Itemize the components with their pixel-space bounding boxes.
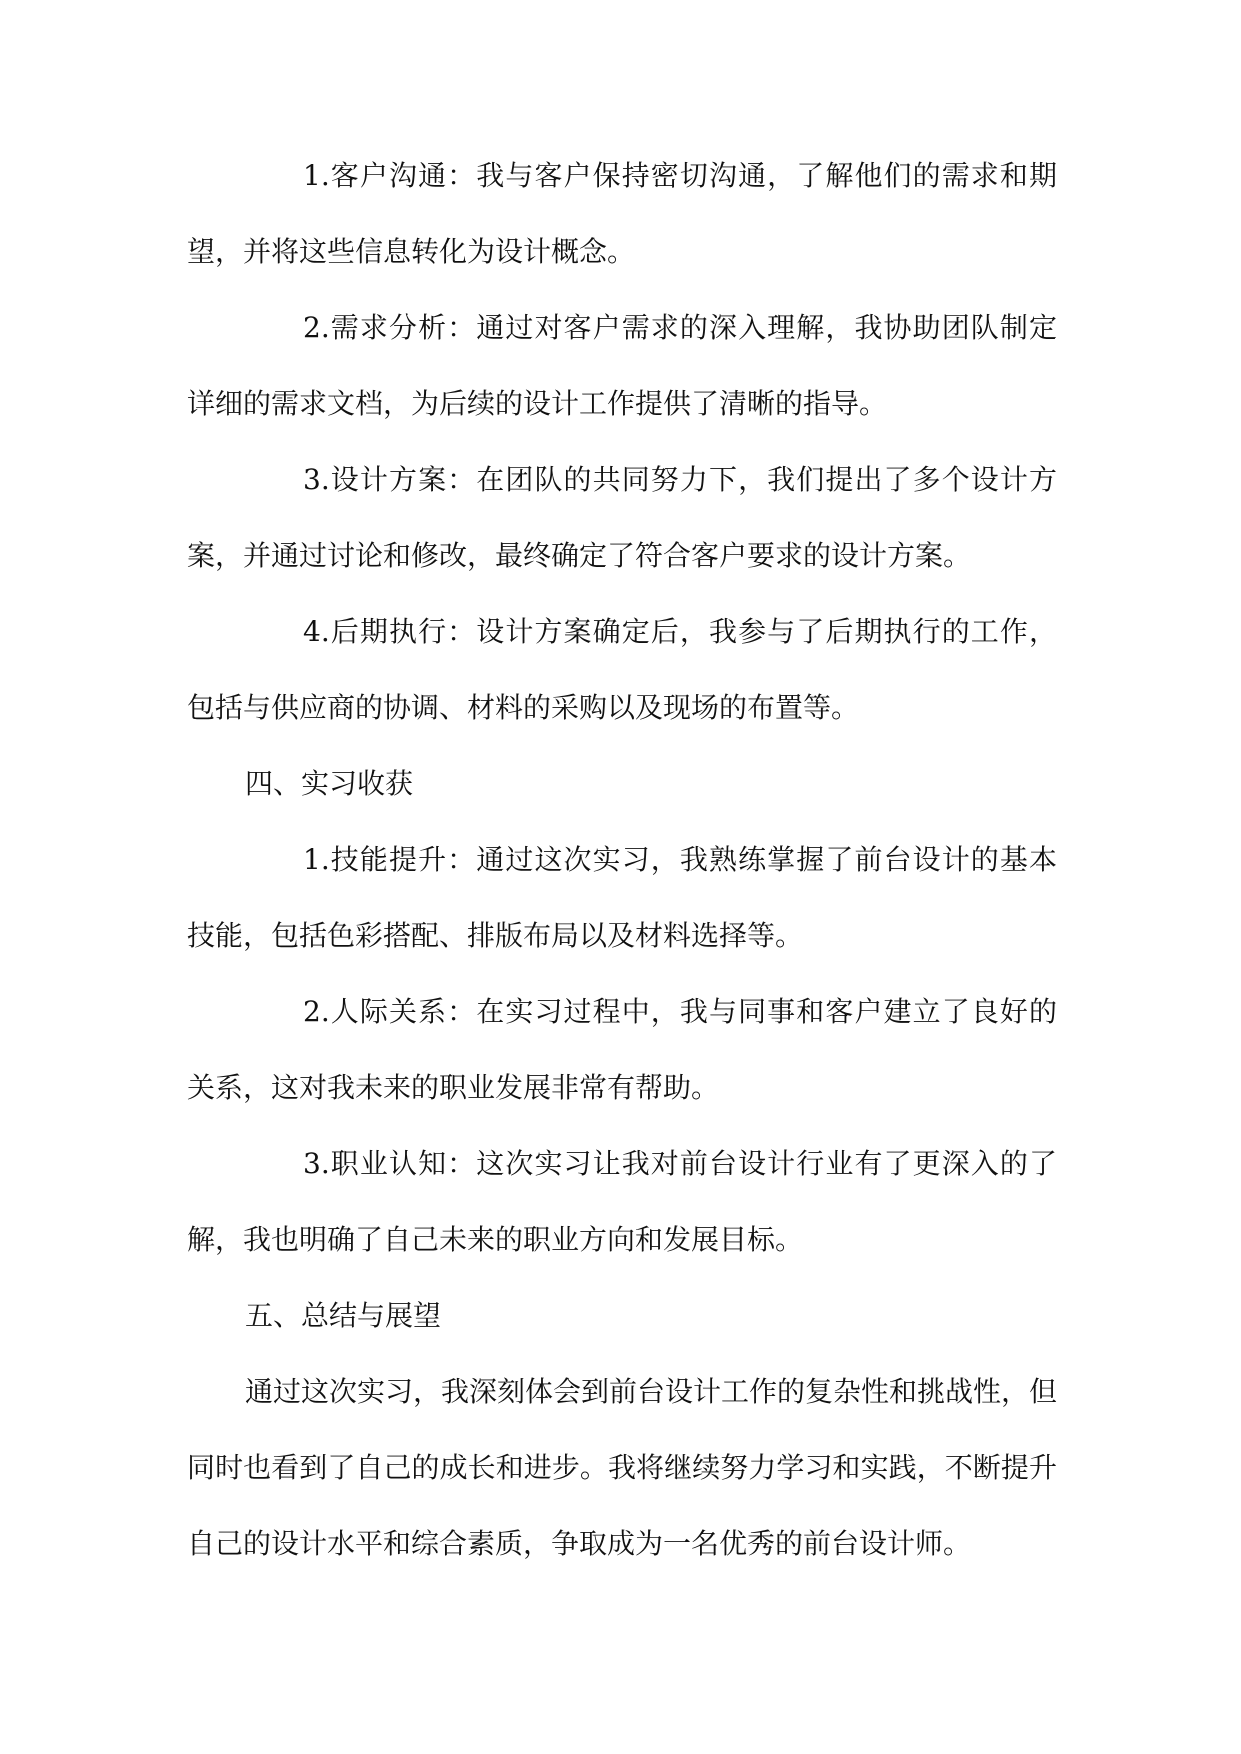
item-number: 1. xyxy=(303,159,330,192)
section-heading-gains: 四、实习收获 xyxy=(245,767,414,800)
item-text: 客户沟通：我与客户保持密切沟通，了解他们的需求和期望，并将这些信息转化为设计概念。 xyxy=(187,159,1057,268)
item-number: 2. xyxy=(303,311,330,344)
section-heading-summary: 五、总结与展望 xyxy=(245,1299,442,1332)
list-item xyxy=(187,290,1057,442)
item-text: 设计方案：在团队的共同努力下，我们提出了多个设计方案，并通过讨论和修改，最终确定了符合客户要求的设计方案。 xyxy=(187,463,1057,572)
item-text: 职业认知：这次实习让我对前台设计行业有了更深入的了解，我也明确了自己未来的职业方向和发展目标。 xyxy=(187,1147,1057,1256)
item-number: 2. xyxy=(303,995,330,1028)
item-number: 4. xyxy=(303,615,330,648)
document-body xyxy=(187,138,1057,1582)
item-text: 人际关系：在实习过程中，我与同事和客户建立了良好的关系，这对我未来的职业发展非常有帮助。 xyxy=(187,995,1057,1104)
item-text: 需求分析：通过对客户需求的深入理解，我协助团队制定详细的需求文档，为后续的设计工作提供了清晰的指导。 xyxy=(187,311,1057,420)
item-number: 3. xyxy=(303,463,330,496)
list-item xyxy=(187,1126,1057,1278)
item-number: 1. xyxy=(303,843,330,876)
item-text: 后期执行：设计方案确定后，我参与了后期执行的工作，包括与供应商的协调、材料的采购以及现场的布置等。 xyxy=(187,615,1057,724)
summary-paragraph: 通过这次实习，我深刻体会到前台设计工作的复杂性和挑战性，但同时也看到了自己的成长和进步。我将继续努力学习和实践，不断提升自己的设计水平和综合素质，争取成为一名优秀的前台设计师。 xyxy=(187,1375,1058,1560)
list-item xyxy=(187,822,1057,974)
list-item xyxy=(187,442,1057,594)
list-item xyxy=(187,974,1057,1126)
list-item xyxy=(187,594,1057,746)
list-item xyxy=(187,138,1057,290)
item-number: 3. xyxy=(303,1147,330,1180)
item-text: 技能提升：通过这次实习，我熟练掌握了前台设计的基本技能，包括色彩搭配、排版布局以及材料选择等。 xyxy=(187,843,1057,952)
